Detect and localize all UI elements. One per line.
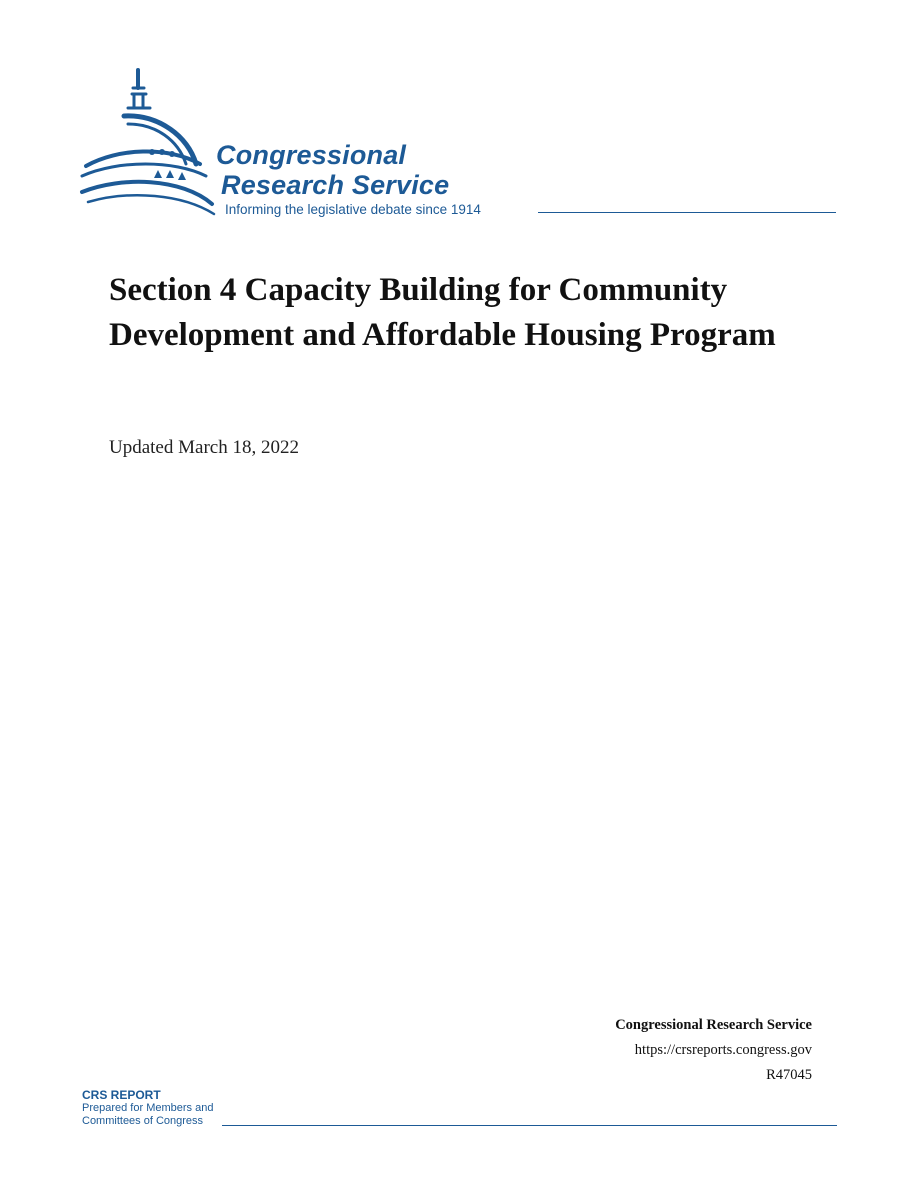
publisher-block [615, 1013, 812, 1088]
footer-line1: Prepared for Members and [82, 1102, 214, 1114]
publisher-url[interactable]: https://crsreports.congress.gov [634, 1042, 812, 1058]
brand-name-line1: Congressional [216, 140, 407, 170]
report-updated-date: Updated March 18, 2022 [109, 437, 299, 458]
capitol-dome-icon [78, 64, 218, 224]
brand-tagline: Informing the legislative debate since 1914 [225, 202, 481, 217]
publisher-name: Congressional Research Service [615, 1017, 812, 1033]
header-divider [538, 212, 836, 213]
report-number: R47045 [766, 1067, 812, 1083]
crs-logo [78, 64, 838, 224]
brand-name-line2: Research Service [221, 170, 450, 200]
report-title: Section 4 Capacity Building for Community Development and Affordable Housing Program [109, 272, 776, 353]
footer [82, 1089, 838, 1133]
footer-label: CRS REPORT [82, 1088, 161, 1102]
footer-divider [222, 1125, 837, 1126]
footer-line2: Committees of Congress [82, 1115, 204, 1127]
